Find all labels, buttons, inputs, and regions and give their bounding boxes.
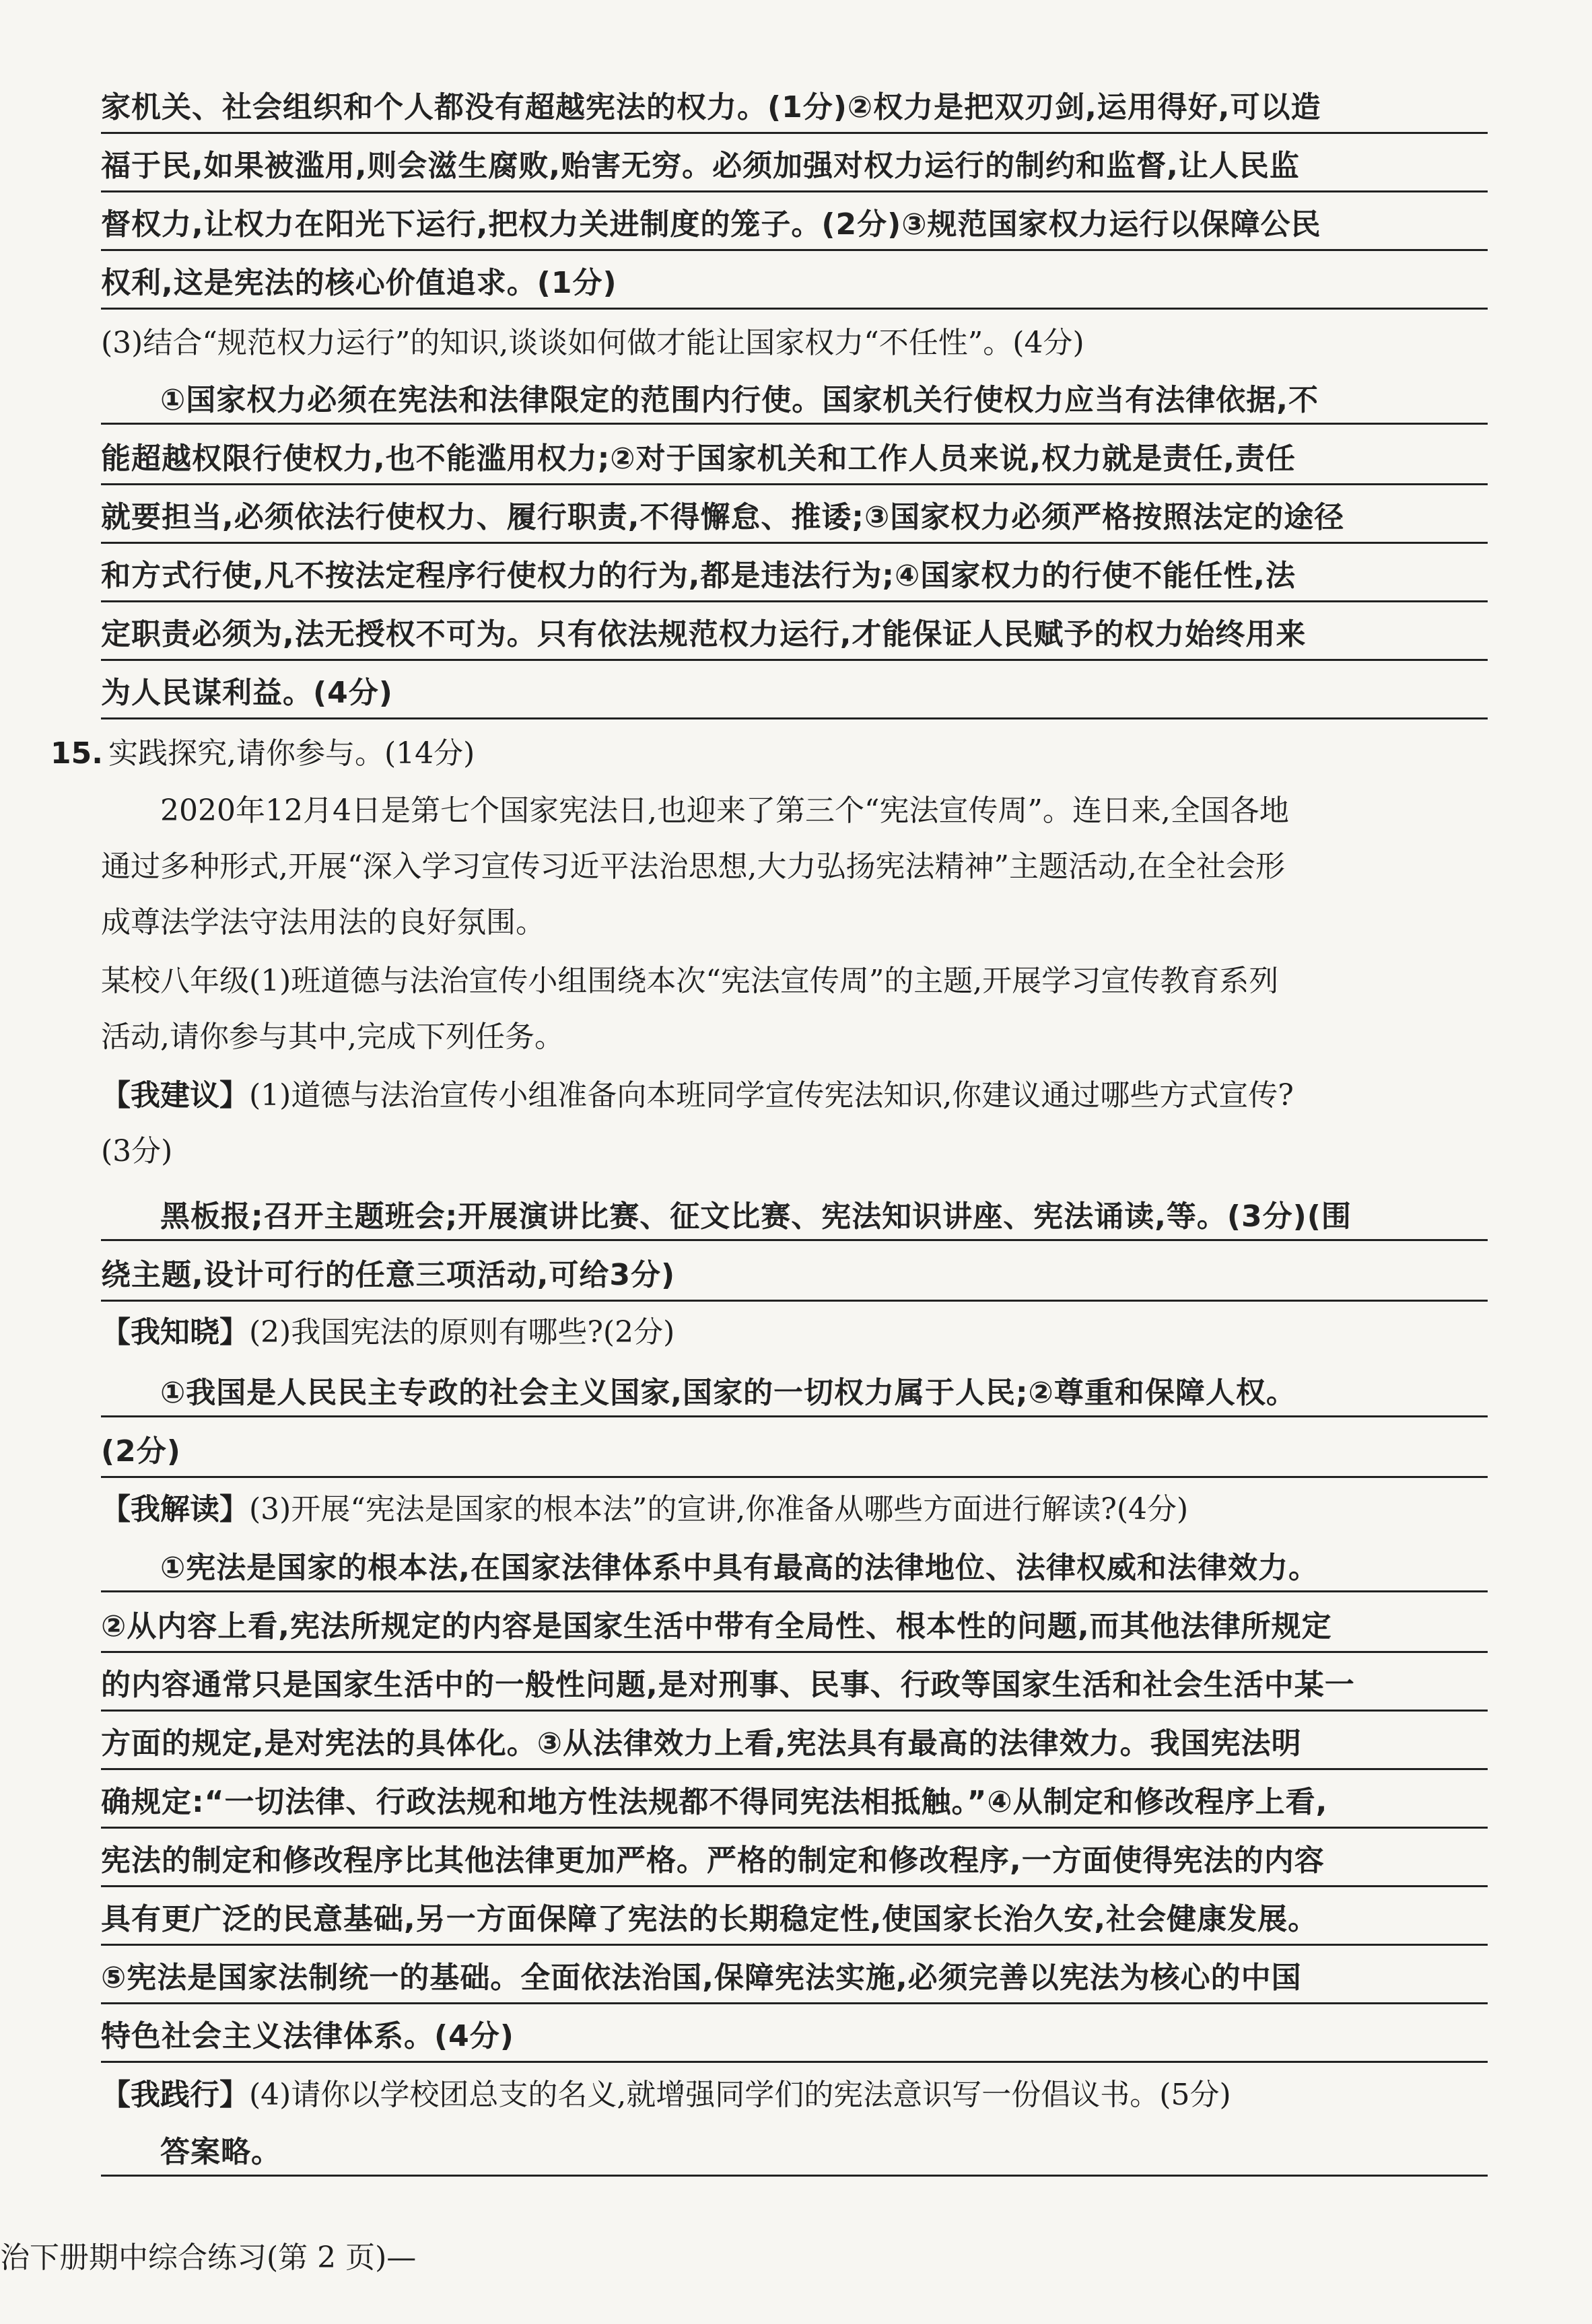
question-title: 实践探究,请你参与。(14分)	[108, 736, 475, 771]
answer-line: ⑤宪法是国家法制统一的基础。全面依法治国,保障宪法实施,必须完善以宪法为核心的中国	[101, 1958, 1488, 2004]
answer-line: 黑板报;召开主题班会;开展演讲比赛、征文比赛、宪法知识讲座、宪法诵读,等。(3分)(围	[101, 1197, 1488, 1241]
question-number: 15.	[50, 736, 103, 771]
answer-line: 为人民谋利益。(4分)	[101, 673, 1488, 719]
question-text: (3)开展“宪法是国家的根本法”的宣讲,你准备从哪些方面进行解读?(4分)	[249, 1492, 1189, 1526]
answer-line: 具有更广泛的民意基础,另一方面保障了宪法的长期稳定性,使国家长治久安,社会健康发展。	[101, 1899, 1488, 1946]
answer-line: 的内容通常只是国家生活中的一般性问题,是对刑事、民事、行政等国家生活和社会生活中某一	[101, 1665, 1488, 1712]
question-text: (4)请你以学校团总支的名义,就增强同学们的宪法意识写一份倡议书。(5分)	[249, 2078, 1231, 2112]
question-3: (3)结合“规范权力运行”的知识,谈谈如何做才能让国家权力“不任性”。(4分)	[101, 326, 1084, 360]
sub-question-4	[101, 2075, 1488, 2119]
answer-line: ①宪法是国家的根本法,在国家法律体系中具有最高的法律地位、法律权威和法律效力。	[101, 1548, 1488, 1592]
answer-line: 督权力,让权力在阳光下运行,把权力关进制度的笼子。(2分)③规范国家权力运行以保障公民	[101, 205, 1488, 251]
answer-line: 权利,这是宪法的核心价值追求。(1分)	[101, 263, 1488, 310]
answer-line: 绕主题,设计可行的任意三项活动,可给3分)	[101, 1255, 1488, 1302]
question-15-heading	[50, 734, 1437, 778]
section-tag: 【我知晓】	[101, 1315, 249, 1349]
answer-line: 定职责必须为,法无授权不可为。只有依法规范权力运行,才能保证人民赋予的权力始终用来	[101, 614, 1488, 661]
answer-line: 特色社会主义法律体系。(4分)	[101, 2016, 1488, 2063]
sub-question-3	[101, 1489, 1488, 1534]
question-text: (2)我国宪法的原则有哪些?(2分)	[249, 1315, 675, 1349]
intro-line: 活动,请你参与其中,完成下列任务。	[101, 1020, 564, 1054]
answer-line: 能超越权限行使权力,也不能滥用权力;②对于国家机关和工作人员来说,权力就是责任,责任	[101, 439, 1488, 485]
intro-line: 2020年12月4日是第七个国家宪法日,也迎来了第三个“宪法宣传周”。连日来,全国各地	[160, 794, 1289, 828]
answer-line: 和方式行使,凡不按法定程序行使权力的行为,都是违法行为;④国家权力的行使不能任性,法	[101, 556, 1488, 602]
answer-line: 答案略。	[101, 2132, 1488, 2177]
intro-line: 通过多种形式,开展“深入学习宣传习近平法治思想,大力弘扬宪法精神”主题活动,在全社会形	[101, 849, 1285, 884]
answer-line: 就要担当,必须依法行使权力、履行职责,不得懈怠、推诿;③国家权力必须严格按照法定的途径	[101, 497, 1488, 544]
section-tag: 【我建议】	[101, 1078, 249, 1113]
question-text: (1)道德与法治宣传小组准备向本班同学宣传宪法知识,你建议通过哪些方式宣传?	[249, 1078, 1294, 1113]
answer-line: (2分)	[101, 1432, 1488, 1478]
answer-line: 宪法的制定和修改程序比其他法律更加严格。严格的制定和修改程序,一方面使得宪法的内容	[101, 1841, 1488, 1887]
answer-line: ①我国是人民民主专政的社会主义国家,国家的一切权力属于人民;②尊重和保障人权。	[101, 1373, 1488, 1417]
intro-line: 成尊法学法守法用法的良好氛围。	[101, 905, 545, 940]
question-text: (3分)	[101, 1134, 173, 1168]
sub-question-2	[101, 1312, 1488, 1357]
answer-line: ①国家权力必须在宪法和法律限定的范围内行使。国家机关行使权力应当有法律依据,不	[101, 380, 1488, 425]
answer-line: ②从内容上看,宪法所规定的内容是国家生活中带有全局性、根本性的问题,而其他法律所规定	[101, 1607, 1488, 1653]
answer-line: 确规定:“一切法律、行政法规和地方性法规都不得同宪法相抵触。”④从制定和修改程序上看,	[101, 1782, 1488, 1829]
page-footer: 治下册期中综合练习(第 2 页)—	[0, 2241, 417, 2275]
intro-line: 某校八年级(1)班道德与法治宣传小组围绕本次“宪法宣传周”的主题,开展学习宣传教育系列	[101, 964, 1279, 998]
sub-question-1	[101, 1076, 1488, 1120]
answer-line: 家机关、社会组织和个人都没有超越宪法的权力。(1分)②权力是把双刃剑,运用得好,可以造	[101, 87, 1488, 134]
section-tag: 【我践行】	[101, 2078, 249, 2112]
section-tag: 【我解读】	[101, 1492, 249, 1526]
answer-line: 方面的规定,是对宪法的具体化。③从法律效力上看,宪法具有最高的法律效力。我国宪法明	[101, 1724, 1488, 1770]
answer-line: 福于民,如果被滥用,则会滋生腐败,贻害无穷。必须加强对权力运行的制约和监督,让人民监	[101, 146, 1488, 192]
